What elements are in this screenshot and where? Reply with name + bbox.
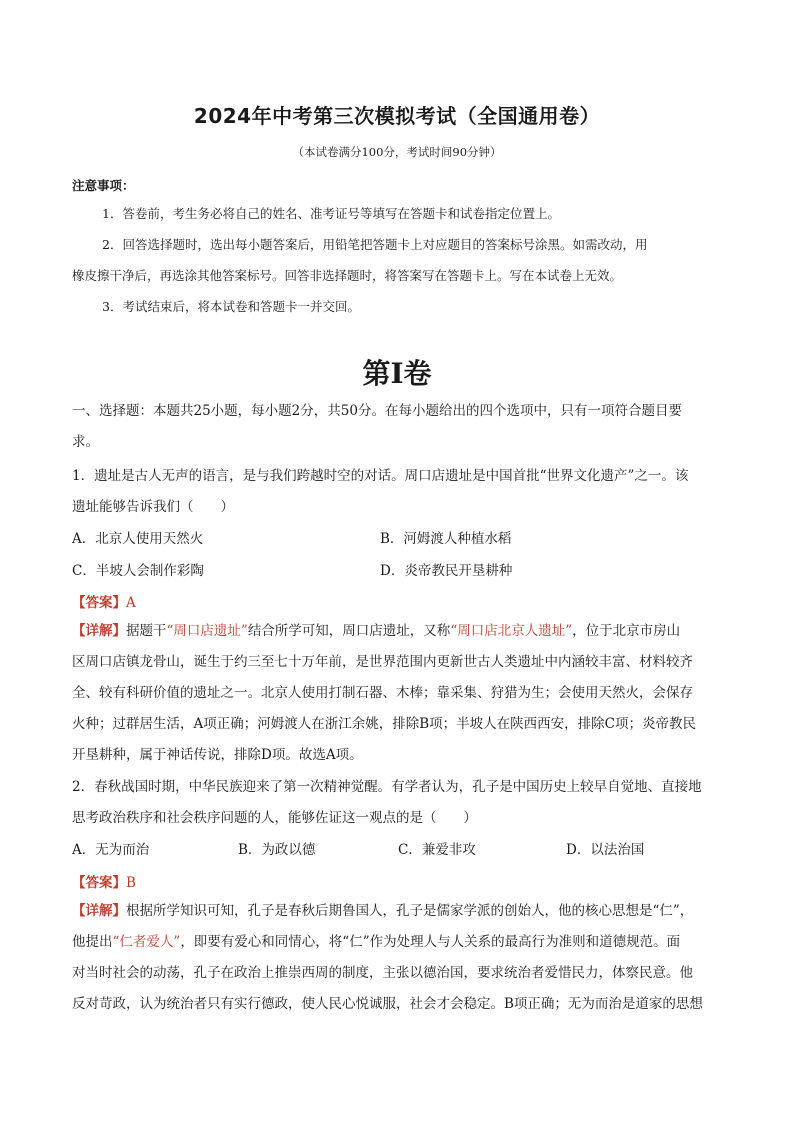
q2-stem-line-2: 思考政治秩序和社会秩序问题的人，能够佐证这一观点的是（ ） [72,810,477,826]
q1-detail-text: ，位于北京市房山 [572,623,681,639]
notice-item-3: 3．考试结束后，将本试卷和答题卡一并交回。 [102,299,360,314]
q1-detail-text: 结合所学可知，周口店遗址，又称 [247,623,451,639]
section-title: 第I卷 [362,357,432,390]
exam-subtitle: （本试卷满分100分，考试时间90分钟） [292,145,502,159]
exam-title: 2024年中考第三次模拟考试（全国通用卷） [193,104,601,128]
section-intro [72,396,722,458]
notice-item-2-line-2: 橡皮擦干净后，再选涂其他答案标号。回答非选择题时，将答案写在答题卡上。写在本试卷上无效。 [72,268,623,283]
q2-stem-line-1: 2．春秋战国时期，中华民族迎来了第一次精神觉醒。有学者认为，孔子是中国历史上较早自觉地、直接地 [72,779,702,795]
q2-detail [72,896,722,1020]
q2-detail-line-4: 反对苛政，认为统治者只有实行德政，使人民心悦诚服，社会才会稳定。B项正确；无为而治是道家的思想 [72,996,703,1012]
q1-options-row-2 [72,559,722,590]
section-intro-line-2: 求。 [72,434,99,450]
q1-answer [72,591,136,611]
q1-detail [72,616,722,771]
q2-answer-value: B [126,875,136,891]
q2-stem [72,772,722,834]
q1-detail-text: 据题干 [126,623,167,639]
q2-option-a: A．无为而治 [72,842,150,858]
q2-answer-label: 【答案】 [72,875,126,891]
q1-stem [72,461,722,523]
notice-label: 注意事项： [72,178,135,193]
q2-option-d: D．以法治国 [566,842,645,858]
q1-detail-line-4: 火种；过群居生活，A项正确；河姆渡人在浙江余姚，排除B项；半坡人在陕西西安，排除C项；炎帝教民 [72,716,696,732]
notice-item-2-line-1: 2．回答选择题时，选出每小题答案后，用铅笔把答题卡上对应题目的答案标号涂黑。如需改动，用 [102,237,648,252]
q2-detail-label: 【详解】 [72,903,126,919]
q2-option-b: B．为政以德 [238,842,316,858]
q1-option-a: A．北京人使用天然火 [72,531,204,547]
q2-options-row [72,838,722,869]
q1-stem-line-1: 1．遗址是古人无声的语言，是与我们跨越时空的对话。周口店遗址是中国首批“世界文化遗产”之一。该 [72,468,689,484]
q1-option-c: C．半坡人会制作彩陶 [72,563,204,579]
q1-answer-label: 【答案】 [72,595,126,611]
q1-detail-quote-1: “周口店遗址” [166,623,248,639]
notice-list [72,198,722,322]
q1-detail-quote-2: “周口店北京人遗址” [450,623,573,639]
q1-answer-value: A [126,595,136,611]
q1-option-b: B．河姆渡人种植水稻 [380,531,512,547]
q1-detail-line-1 [72,616,722,647]
q2-detail-line-3: 对当时社会的动荡，孔子在政治上推崇西周的制度，主张以德治国，要求统治者爱惜民力，体察民意。他 [72,965,693,981]
q2-detail-quote: “仁者爱人” [112,934,181,950]
q1-detail-line-2: 区周口店镇龙骨山，诞生于约三至七十万年前，是世界范围内更新世古人类遗址中内涵较丰富、材料较齐 [72,654,693,670]
q1-option-d: D．炎帝教民开垦耕种 [380,563,513,579]
q2-answer [72,871,136,891]
q2-detail-text: ，即要有爱心和同情心，将“仁”作为处理人与人关系的最高行为准则和道德规范。面 [180,934,681,950]
q1-detail-line-5: 开垦耕种，属于神话传说，排除D项。故选A项。 [72,747,363,763]
q2-detail-line-1 [72,896,722,927]
q2-detail-text: 他提出 [72,934,113,950]
q1-stem-line-2: 遗址能够告诉我们（ ） [72,499,234,515]
section-intro-line-1: 一、选择题：本题共25小题，每小题2分，共50分。在每小题给出的四个选项中，只有一项符合题目要 [72,403,682,419]
q1-options-row-1 [72,527,722,558]
q2-option-c: C．兼爱非攻 [398,842,476,858]
q1-detail-label: 【详解】 [72,623,126,639]
q1-detail-line-3: 全、较有科研价值的遗址之一。北京人使用打制石器、木棒；靠采集、狩猎为生；会使用天然火，会保存 [72,685,693,701]
q2-detail-line-2 [72,927,722,958]
q2-detail-text: 根据所学知识可知，孔子是春秋后期鲁国人，孔子是儒家学派的创始人，他的核心思想是“仁”， [126,903,694,919]
notice-item-1: 1．答卷前，考生务必将自己的姓名、准考证号等填写在答题卡和试卷指定位置上。 [102,206,560,221]
